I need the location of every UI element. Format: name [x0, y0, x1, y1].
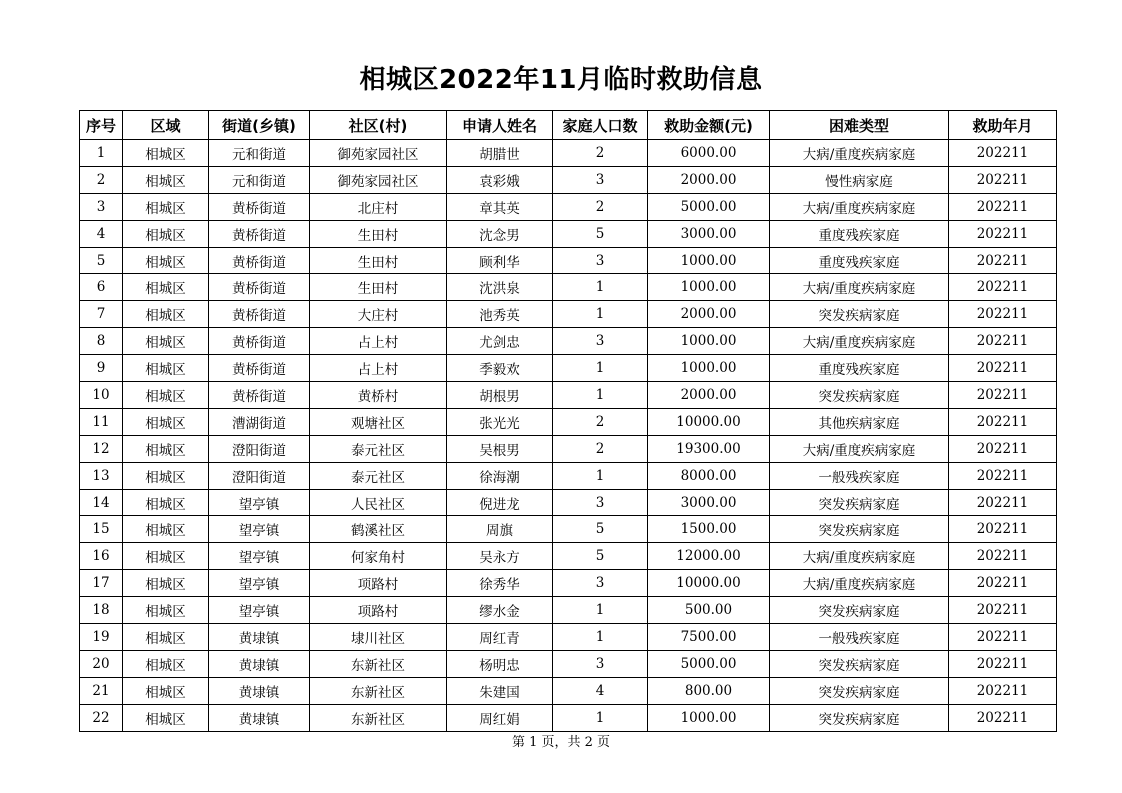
cell-index: 3 [80, 193, 123, 220]
cell-community: 御苑家园社区 [310, 166, 447, 193]
cell-street: 黄埭镇 [209, 704, 310, 731]
cell-community: 大庄村 [310, 301, 447, 328]
cell-street: 黄桥街道 [209, 193, 310, 220]
cell-hardship-type: 突发疾病家庭 [770, 301, 949, 328]
table-row [80, 220, 1057, 247]
cell-household-size: 3 [553, 328, 648, 355]
cell-month: 202211 [949, 140, 1057, 167]
cell-community: 鹤溪社区 [310, 516, 447, 543]
cell-area: 相城区 [123, 166, 209, 193]
cell-month: 202211 [949, 462, 1057, 489]
cell-household-size: 3 [553, 489, 648, 516]
cell-street: 元和街道 [209, 140, 310, 167]
cell-month: 202211 [949, 650, 1057, 677]
cell-index: 11 [80, 408, 123, 435]
cell-month: 202211 [949, 435, 1057, 462]
cell-area: 相城区 [123, 624, 209, 651]
cell-hardship-type: 重度残疾家庭 [770, 247, 949, 274]
cell-index: 12 [80, 435, 123, 462]
cell-applicant: 章其英 [447, 193, 553, 220]
cell-amount: 2000.00 [648, 166, 770, 193]
cell-index: 20 [80, 650, 123, 677]
cell-amount: 10000.00 [648, 570, 770, 597]
cell-month: 202211 [949, 328, 1057, 355]
cell-hardship-type: 大病/重度疾病家庭 [770, 570, 949, 597]
table-row [80, 677, 1057, 704]
cell-applicant: 沈念男 [447, 220, 553, 247]
table-body [80, 140, 1057, 732]
cell-community: 占上村 [310, 328, 447, 355]
cell-index: 15 [80, 516, 123, 543]
cell-hardship-type: 慢性病家庭 [770, 166, 949, 193]
table-row [80, 516, 1057, 543]
cell-index: 2 [80, 166, 123, 193]
table-row [80, 166, 1057, 193]
cell-amount: 2000.00 [648, 382, 770, 409]
cell-amount: 800.00 [648, 677, 770, 704]
cell-applicant: 吴永方 [447, 543, 553, 570]
cell-community: 泰元社区 [310, 462, 447, 489]
cell-community: 项路村 [310, 570, 447, 597]
cell-area: 相城区 [123, 140, 209, 167]
cell-month: 202211 [949, 624, 1057, 651]
cell-area: 相城区 [123, 355, 209, 382]
cell-amount: 1000.00 [648, 274, 770, 301]
cell-hardship-type: 重度残疾家庭 [770, 220, 949, 247]
cell-applicant: 杨明忠 [447, 650, 553, 677]
cell-area: 相城区 [123, 220, 209, 247]
cell-household-size: 2 [553, 408, 648, 435]
cell-community: 北庄村 [310, 193, 447, 220]
cell-index: 9 [80, 355, 123, 382]
cell-community: 黄桥村 [310, 382, 447, 409]
header-cell-amount: 救助金额(元) [648, 111, 770, 140]
cell-amount: 2000.00 [648, 301, 770, 328]
cell-community: 东新社区 [310, 704, 447, 731]
cell-index: 7 [80, 301, 123, 328]
cell-hardship-type: 其他疾病家庭 [770, 408, 949, 435]
cell-area: 相城区 [123, 650, 209, 677]
cell-applicant: 胡腊世 [447, 140, 553, 167]
cell-street: 黄桥街道 [209, 382, 310, 409]
cell-household-size: 2 [553, 193, 648, 220]
cell-applicant: 张光光 [447, 408, 553, 435]
header-cell-household-size: 家庭人口数 [553, 111, 648, 140]
cell-index: 1 [80, 140, 123, 167]
cell-community: 埭川社区 [310, 624, 447, 651]
cell-index: 13 [80, 462, 123, 489]
table-row [80, 247, 1057, 274]
cell-street: 漕湖街道 [209, 408, 310, 435]
cell-street: 澄阳街道 [209, 462, 310, 489]
table-row [80, 704, 1057, 731]
cell-household-size: 3 [553, 570, 648, 597]
table-row [80, 650, 1057, 677]
cell-month: 202211 [949, 247, 1057, 274]
cell-applicant: 徐海潮 [447, 462, 553, 489]
cell-community: 御苑家园社区 [310, 140, 447, 167]
cell-amount: 1000.00 [648, 355, 770, 382]
cell-applicant: 尤剑忠 [447, 328, 553, 355]
table-row [80, 462, 1057, 489]
table-row [80, 193, 1057, 220]
cell-applicant: 倪进龙 [447, 489, 553, 516]
cell-community: 何家角村 [310, 543, 447, 570]
header-cell-street: 街道(乡镇) [209, 111, 310, 140]
cell-household-size: 1 [553, 597, 648, 624]
cell-applicant: 袁彩娥 [447, 166, 553, 193]
cell-street: 望亭镇 [209, 597, 310, 624]
cell-community: 项路村 [310, 597, 447, 624]
cell-hardship-type: 大病/重度疾病家庭 [770, 193, 949, 220]
cell-index: 16 [80, 543, 123, 570]
cell-applicant: 缪水金 [447, 597, 553, 624]
cell-street: 望亭镇 [209, 570, 310, 597]
cell-index: 6 [80, 274, 123, 301]
cell-hardship-type: 突发疾病家庭 [770, 597, 949, 624]
header-cell-applicant: 申请人姓名 [447, 111, 553, 140]
cell-index: 19 [80, 624, 123, 651]
table-row [80, 140, 1057, 167]
cell-month: 202211 [949, 704, 1057, 731]
cell-index: 18 [80, 597, 123, 624]
cell-month: 202211 [949, 382, 1057, 409]
cell-community: 泰元社区 [310, 435, 447, 462]
table-row [80, 301, 1057, 328]
cell-household-size: 1 [553, 382, 648, 409]
cell-area: 相城区 [123, 328, 209, 355]
cell-applicant: 周红青 [447, 624, 553, 651]
cell-street: 望亭镇 [209, 543, 310, 570]
cell-month: 202211 [949, 543, 1057, 570]
cell-street: 澄阳街道 [209, 435, 310, 462]
cell-street: 黄桥街道 [209, 274, 310, 301]
cell-amount: 5000.00 [648, 193, 770, 220]
cell-household-size: 3 [553, 650, 648, 677]
cell-hardship-type: 大病/重度疾病家庭 [770, 543, 949, 570]
cell-month: 202211 [949, 408, 1057, 435]
table-row [80, 543, 1057, 570]
cell-amount: 500.00 [648, 597, 770, 624]
cell-hardship-type: 大病/重度疾病家庭 [770, 435, 949, 462]
cell-household-size: 2 [553, 435, 648, 462]
cell-amount: 1000.00 [648, 247, 770, 274]
cell-index: 5 [80, 247, 123, 274]
cell-applicant: 顾利华 [447, 247, 553, 274]
cell-hardship-type: 突发疾病家庭 [770, 704, 949, 731]
cell-street: 黄桥街道 [209, 220, 310, 247]
cell-street: 黄桥街道 [209, 301, 310, 328]
cell-street: 黄埭镇 [209, 650, 310, 677]
header-cell-index: 序号 [80, 111, 123, 140]
cell-street: 望亭镇 [209, 489, 310, 516]
cell-month: 202211 [949, 220, 1057, 247]
cell-household-size: 3 [553, 247, 648, 274]
cell-month: 202211 [949, 301, 1057, 328]
cell-area: 相城区 [123, 435, 209, 462]
cell-month: 202211 [949, 516, 1057, 543]
cell-month: 202211 [949, 166, 1057, 193]
cell-area: 相城区 [123, 570, 209, 597]
cell-household-size: 3 [553, 166, 648, 193]
table-row [80, 408, 1057, 435]
cell-household-size: 1 [553, 462, 648, 489]
cell-amount: 1500.00 [648, 516, 770, 543]
cell-amount: 3000.00 [648, 220, 770, 247]
cell-household-size: 1 [553, 274, 648, 301]
cell-street: 黄桥街道 [209, 355, 310, 382]
cell-hardship-type: 大病/重度疾病家庭 [770, 274, 949, 301]
cell-month: 202211 [949, 274, 1057, 301]
cell-hardship-type: 一般残疾家庭 [770, 462, 949, 489]
cell-hardship-type: 突发疾病家庭 [770, 650, 949, 677]
cell-street: 黄埭镇 [209, 624, 310, 651]
cell-area: 相城区 [123, 704, 209, 731]
cell-area: 相城区 [123, 301, 209, 328]
cell-hardship-type: 大病/重度疾病家庭 [770, 140, 949, 167]
cell-area: 相城区 [123, 597, 209, 624]
cell-area: 相城区 [123, 516, 209, 543]
cell-month: 202211 [949, 677, 1057, 704]
cell-household-size: 1 [553, 355, 648, 382]
table-row [80, 489, 1057, 516]
cell-household-size: 5 [553, 516, 648, 543]
cell-street: 黄桥街道 [209, 328, 310, 355]
header-cell-hardship-type: 困难类型 [770, 111, 949, 140]
cell-street: 黄桥街道 [209, 247, 310, 274]
cell-amount: 19300.00 [648, 435, 770, 462]
cell-community: 占上村 [310, 355, 447, 382]
cell-index: 10 [80, 382, 123, 409]
cell-household-size: 1 [553, 301, 648, 328]
cell-area: 相城区 [123, 247, 209, 274]
cell-area: 相城区 [123, 677, 209, 704]
cell-amount: 8000.00 [648, 462, 770, 489]
table-row [80, 624, 1057, 651]
page-title: 相城区2022年11月临时救助信息 [359, 65, 763, 95]
cell-month: 202211 [949, 570, 1057, 597]
header-cell-area: 区域 [123, 111, 209, 140]
cell-hardship-type: 一般残疾家庭 [770, 624, 949, 651]
cell-hardship-type: 突发疾病家庭 [770, 489, 949, 516]
cell-amount: 7500.00 [648, 624, 770, 651]
cell-area: 相城区 [123, 382, 209, 409]
table-row [80, 435, 1057, 462]
cell-applicant: 周红娟 [447, 704, 553, 731]
cell-area: 相城区 [123, 193, 209, 220]
cell-applicant: 周旗 [447, 516, 553, 543]
cell-month: 202211 [949, 355, 1057, 382]
cell-community: 东新社区 [310, 650, 447, 677]
cell-street: 黄埭镇 [209, 677, 310, 704]
cell-area: 相城区 [123, 274, 209, 301]
cell-month: 202211 [949, 193, 1057, 220]
cell-applicant: 沈洪泉 [447, 274, 553, 301]
cell-index: 21 [80, 677, 123, 704]
cell-street: 望亭镇 [209, 516, 310, 543]
cell-month: 202211 [949, 489, 1057, 516]
table-row [80, 597, 1057, 624]
cell-index: 8 [80, 328, 123, 355]
header-row [80, 111, 1057, 140]
cell-amount: 1000.00 [648, 328, 770, 355]
table-row [80, 355, 1057, 382]
cell-household-size: 4 [553, 677, 648, 704]
cell-area: 相城区 [123, 489, 209, 516]
table-row [80, 570, 1057, 597]
cell-applicant: 季毅欢 [447, 355, 553, 382]
table-row [80, 382, 1057, 409]
cell-area: 相城区 [123, 543, 209, 570]
cell-community: 东新社区 [310, 677, 447, 704]
cell-applicant: 徐秀华 [447, 570, 553, 597]
cell-area: 相城区 [123, 462, 209, 489]
cell-hardship-type: 突发疾病家庭 [770, 677, 949, 704]
header-cell-month: 救助年月 [949, 111, 1057, 140]
cell-household-size: 5 [553, 543, 648, 570]
cell-community: 生田村 [310, 274, 447, 301]
cell-applicant: 朱建国 [447, 677, 553, 704]
cell-applicant: 吴根男 [447, 435, 553, 462]
cell-month: 202211 [949, 597, 1057, 624]
cell-household-size: 1 [553, 704, 648, 731]
cell-hardship-type: 重度残疾家庭 [770, 355, 949, 382]
page-footer: 第 1 页，共 2 页 [511, 735, 611, 750]
relief-table [79, 110, 1057, 732]
cell-hardship-type: 大病/重度疾病家庭 [770, 328, 949, 355]
cell-household-size: 2 [553, 140, 648, 167]
cell-amount: 3000.00 [648, 489, 770, 516]
cell-household-size: 1 [553, 624, 648, 651]
cell-area: 相城区 [123, 408, 209, 435]
cell-applicant: 池秀英 [447, 301, 553, 328]
cell-community: 生田村 [310, 220, 447, 247]
cell-amount: 1000.00 [648, 704, 770, 731]
cell-street: 元和街道 [209, 166, 310, 193]
cell-household-size: 5 [553, 220, 648, 247]
cell-index: 4 [80, 220, 123, 247]
cell-hardship-type: 突发疾病家庭 [770, 382, 949, 409]
cell-amount: 12000.00 [648, 543, 770, 570]
cell-community: 人民社区 [310, 489, 447, 516]
cell-amount: 6000.00 [648, 140, 770, 167]
cell-index: 14 [80, 489, 123, 516]
cell-index: 22 [80, 704, 123, 731]
cell-community: 生田村 [310, 247, 447, 274]
cell-applicant: 胡根男 [447, 382, 553, 409]
table-row [80, 274, 1057, 301]
cell-community: 观塘社区 [310, 408, 447, 435]
cell-amount: 5000.00 [648, 650, 770, 677]
header-cell-community: 社区(村) [310, 111, 447, 140]
cell-index: 17 [80, 570, 123, 597]
table-row [80, 328, 1057, 355]
cell-amount: 10000.00 [648, 408, 770, 435]
cell-hardship-type: 突发疾病家庭 [770, 516, 949, 543]
